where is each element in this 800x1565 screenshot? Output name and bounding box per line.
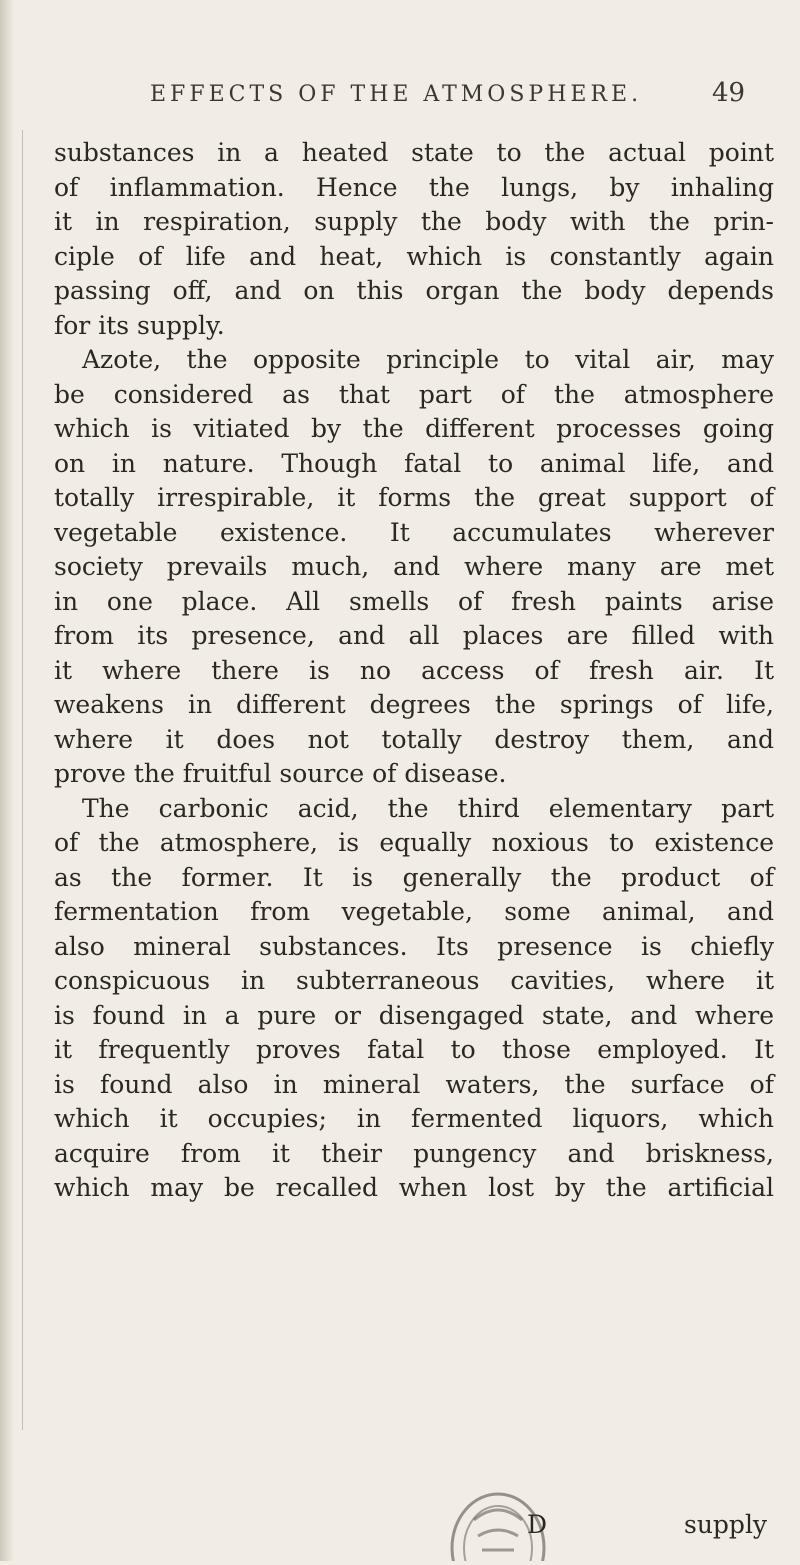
text-line: vegetable existence. It accumulates wherever (54, 517, 774, 547)
page-number: 49 (712, 78, 746, 108)
text-line: be considered as that part of the atmosphere (54, 379, 774, 409)
signature-mark: D (527, 1510, 548, 1539)
catchword: supply (684, 1510, 768, 1539)
text-line: as the former. It is generally the product of (54, 862, 774, 892)
text-line: for its supply. (54, 310, 225, 340)
text-line: conspicuous in subterraneous cavities, where it (54, 966, 774, 995)
text-line: is found in a pure or disengaged state, and where (54, 1000, 774, 1030)
text-line: which may be recalled when lost by the artificial (54, 1173, 774, 1202)
text-line: society prevails much, and where many are met (54, 552, 774, 581)
text-line: in one place. All smells of fresh paints arise (54, 586, 774, 616)
text-line: which is vitiated by the different processes going (54, 414, 774, 443)
text-line: it where there is no access of fresh air. It (54, 655, 774, 685)
page-gutter-shadow (0, 0, 14, 1561)
body-text (54, 136, 774, 1206)
text-line: where it does not totally destroy them, and (54, 724, 774, 754)
text-line: on in nature. Though fatal to animal life, and (54, 448, 774, 478)
text-line: is found also in mineral waters, the surface of (54, 1069, 774, 1099)
binding-edge (22, 130, 23, 1430)
text-line: totally irrespirable, it forms the great support of (54, 483, 774, 512)
text-line: it in respiration, supply the body with the prin- (54, 207, 774, 236)
text-line: fermentation from vegetable, some animal, and (54, 897, 774, 926)
text-line: The carbonic acid, the third elementary part (82, 793, 774, 823)
running-head: EFFECTS OF THE ATMOSPHERE. (150, 82, 643, 107)
text-line: also mineral substances. Its presence is chiefly (54, 931, 774, 961)
page-footer (0, 1510, 800, 1550)
text-line: substances in a heated state to the actual point (54, 138, 774, 167)
text-line: it frequently proves fatal to those employed. It (54, 1035, 774, 1064)
text-line: acquire from it their pungency and briskness, (54, 1138, 774, 1168)
text-line: passing off, and on this organ the body depends (54, 276, 774, 305)
text-line: ciple of life and heat, which is constantly again (54, 241, 774, 271)
text-line: prove the fruitful source of disease. (54, 759, 507, 788)
text-line: from its presence, and all places are filled with (54, 621, 774, 650)
text-line: Azote, the opposite principle to vital air, may (82, 345, 774, 374)
text-line: weakens in different degrees the springs of life, (54, 690, 774, 719)
text-line: of the atmosphere, is equally noxious to existence (54, 828, 774, 857)
text-line: which it occupies; in fermented liquors, which (54, 1104, 774, 1133)
text-line: of inflammation. Hence the lungs, by inhaling (54, 172, 774, 202)
